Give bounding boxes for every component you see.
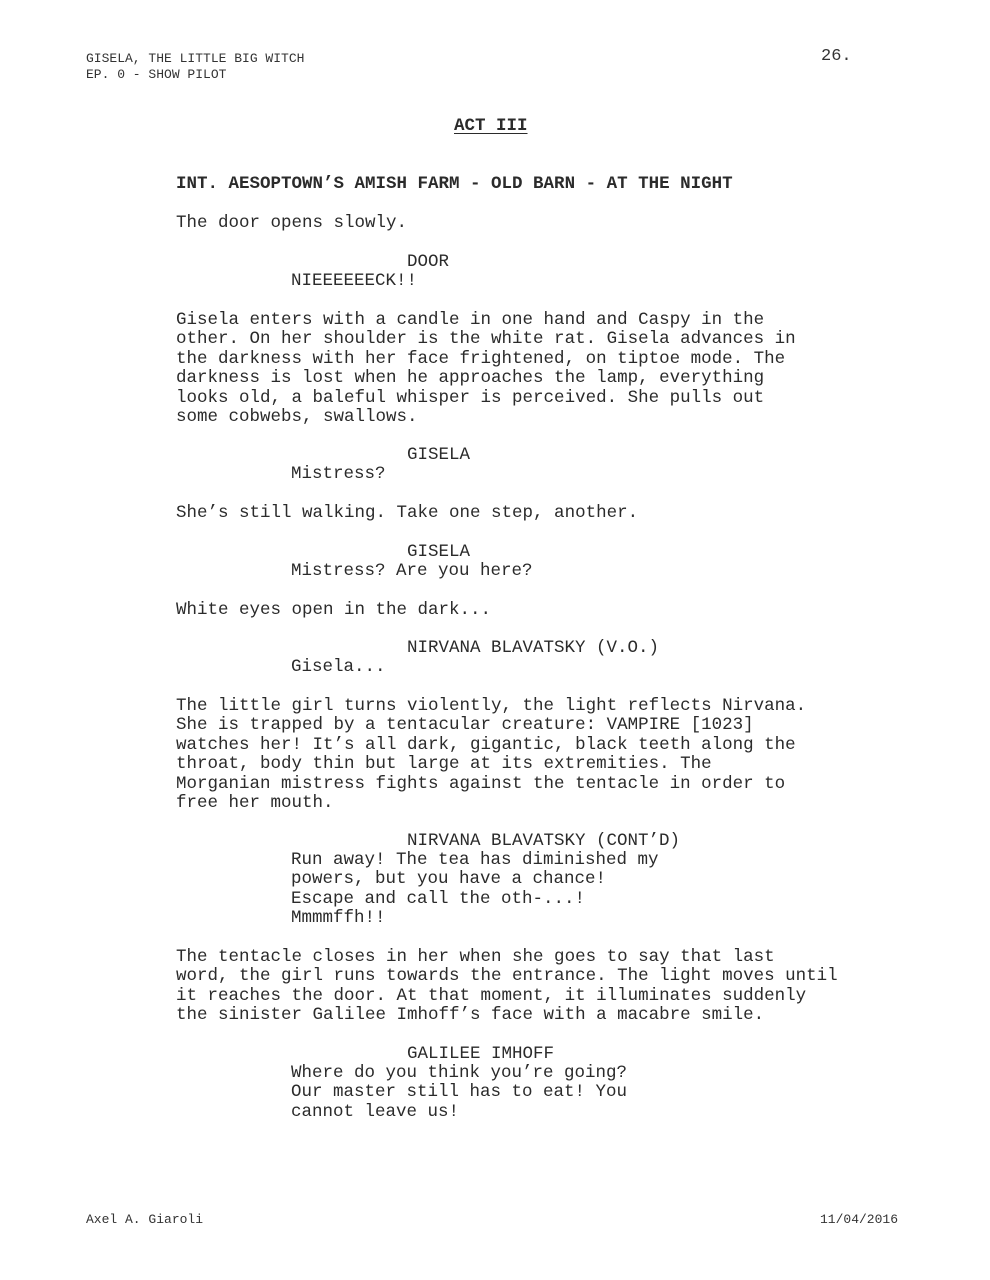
action-paragraph: The tentacle closes in her when she goes to say that last word, the girl runs towards the entrance. The light moves until it reaches the door. At that moment, it illuminates suddenly the sinister Galilee Imhoff’s face with a macabre smile. — [176, 947, 838, 1026]
character-cue: NIRVANA BLAVATSKY (CONT’D) — [407, 831, 681, 851]
character-cue: NIRVANA BLAVATSKY (V.O.) — [407, 638, 660, 658]
character-cue: GISELA — [407, 542, 471, 562]
dialogue-line: Mistress? — [291, 464, 386, 484]
dialogue-block: Where do you think you’re going? Our master still has to eat! You cannot leave us! — [291, 1063, 628, 1122]
dialogue-line: Mistress? Are you here? — [291, 561, 533, 581]
action-paragraph: Gisela enters with a candle in one hand and Caspy in the other. On her shoulder is the white rat. Gisela advances in the darkness with her face frightened, on tiptoe mode. The darkness is lost when he approaches the lamp, everything looks old, a baleful whisper is perceived. She pulls out some cobwebs, swallows. — [176, 310, 796, 428]
dialogue-line: Gisela... — [291, 657, 386, 677]
character-cue: GALILEE IMHOFF — [407, 1044, 555, 1064]
footer-author: Axel A. Giaroli — [86, 1212, 204, 1227]
action-line: She’s still walking. Take one step, another. — [176, 503, 639, 523]
header-title: GISELA, THE LITTLE BIG WITCH — [86, 51, 305, 66]
footer-date: 11/04/2016 — [820, 1212, 899, 1227]
action-paragraph: The little girl turns violently, the light reflects Nirvana. She is trapped by a tentacular creature: VAMPIRE [1023] watches her! It’s all dark, gigantic, black teeth along the throat, body thin but large at its extremities. The Morganian mistress fights against the tentacle in order to free her mouth. — [176, 696, 807, 814]
character-cue: DOOR — [407, 252, 450, 272]
action-line: White eyes open in the dark... — [176, 600, 492, 620]
character-cue: GISELA — [407, 445, 471, 465]
page-number: 26. — [821, 47, 852, 66]
scene-heading: INT. AESOPTOWN’S AMISH FARM - OLD BARN - AT THE NIGHT — [176, 174, 733, 194]
dialogue-block: Run away! The tea has diminished my powers, but you have a chance! Escape and call the oth-...! Mmmmffh!! — [291, 850, 659, 929]
dialogue-line: NIEEEEEECK!! — [291, 271, 418, 291]
action-line: The door opens slowly. — [176, 213, 408, 233]
act-heading: ACT III — [454, 116, 528, 136]
header-episode: EP. 0 - SHOW PILOT — [86, 67, 227, 82]
